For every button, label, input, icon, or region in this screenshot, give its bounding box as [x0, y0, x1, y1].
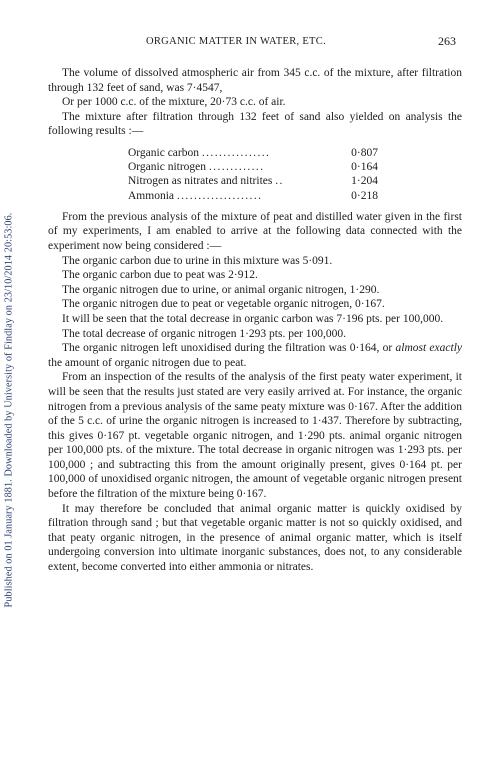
leader-dots: .............	[208, 161, 265, 174]
running-head: ORGANIC MATTER IN WATER, ETC.	[146, 36, 327, 47]
paragraph: It will be seen that the total decrease in organic carbon was 7·196 pts. per 100,000.	[62, 312, 444, 325]
paragraph: Or per 1000 c.c. of the mixture, 20·73 c.c. of air.	[62, 96, 286, 109]
download-provenance-note	[2, 100, 16, 720]
paragraph: The organic nitrogen due to urine, or animal organic nitrogen, 1·290.	[62, 283, 380, 296]
paragraph: The total decrease of organic nitrogen 1·293 pts. per 100,000.	[62, 327, 347, 340]
result-row	[128, 189, 378, 203]
paragraph	[48, 341, 462, 370]
provenance-text: Published on 01 January 1881. Downloaded by University of Findlay on 23/10/2014 20:53:06.	[3, 212, 15, 608]
paragraph: From the previous analysis of the mixture of peat and distilled water given in the first of my experiments, I am enabled to arrive at the following data connected with the experiment now being considered :—	[48, 210, 462, 252]
paragraph: The mixture after filtration through 132 feet of sand also yielded on analysis the following results :—	[48, 110, 462, 138]
paragraph: It may therefore be concluded that animal organic matter is quickly oxidised by filtration through sand ; but that vegetable organic matter is not so quickly oxidised, and that peaty organic nitrogen, in the presence of animal organic matter, which is itself undergoing conversion into ultimate inorganic substances, does not, to any considerable extent, become converted into either ammonia or nitrates.	[48, 502, 462, 574]
page-header	[48, 34, 456, 50]
leader-dots: ....................	[176, 189, 263, 202]
text-run: the amount of organic nitrogen due to peat.	[48, 356, 247, 369]
result-value: 0·218	[351, 189, 378, 202]
result-label: Ammonia	[128, 189, 174, 202]
result-label: Organic nitrogen	[128, 161, 207, 174]
emphasis: almost exactly	[395, 342, 462, 355]
analysis-results-table	[128, 146, 378, 203]
text-run: The organic nitrogen left unoxidised during the filtration was 0·164, or	[62, 342, 396, 355]
result-value: 1·204	[351, 175, 378, 188]
page-number: 263	[438, 34, 456, 48]
result-value: 0·164	[351, 161, 378, 174]
result-row	[128, 160, 378, 174]
leader-dots: ..	[275, 175, 284, 188]
result-value: 0·807	[351, 146, 378, 159]
result-label: Nitrogen as nitrates and nitrites	[128, 175, 273, 188]
result-row	[128, 146, 378, 160]
paragraph: The organic nitrogen due to peat or vegetable organic nitrogen, 0·167.	[62, 298, 385, 311]
result-row	[128, 174, 378, 188]
paragraph: The volume of dissolved atmospheric air from 345 c.c. of the mixture, after filtration through 132 feet of sand, was 7·4547,	[48, 67, 462, 94]
leader-dots: ................	[201, 146, 271, 159]
page-body	[48, 66, 462, 575]
paragraph: The organic carbon due to urine in this mixture was 5·091.	[62, 254, 333, 267]
paragraph: The organic carbon due to peat was 2·912.	[62, 269, 258, 282]
paragraph: From an inspection of the results of the analysis of the first peaty water experiment, it will be seen that the results just stated are very easily arrived at. For instance, the organic nitrogen from a previous analysis of the same peaty mixture was 0·167. After the addition of the 5 c.c. of urine the organic nitrogen is increased to 1·437. Therefore by subtracting, this gives 0·167 pt. vegetable organic nitrogen, and 1·290 pts. animal organic nitrogen per 100,000 pts. of the mixture. The total decrease in organic nitrogen was 1·293 pts. per 100,000 ; and subtracting this from the amount originally present, gives 0·164 pt. per 100,000 of unoxidised organic nitrogen, the amount of vegetable organic nitrogen present before the filtration of the mixture being 0·167.	[48, 371, 462, 501]
result-label: Organic carbon	[128, 146, 199, 159]
